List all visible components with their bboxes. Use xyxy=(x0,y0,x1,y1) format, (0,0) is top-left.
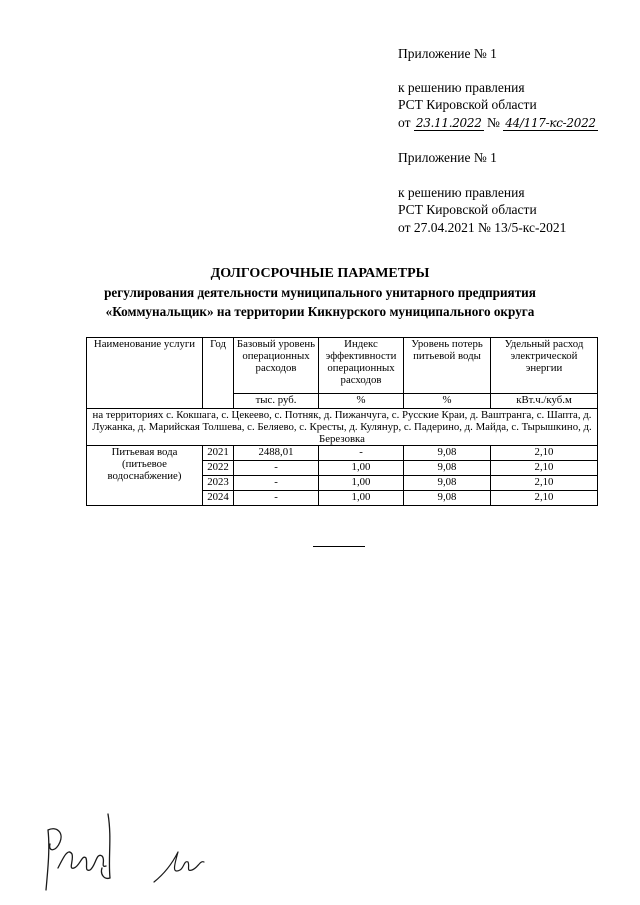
handwritten-number: 44/117-кс-2022 xyxy=(505,116,596,130)
decision-label-2: к решению правления xyxy=(398,185,525,200)
header-year: Год xyxy=(203,338,234,409)
initials-icon xyxy=(150,840,210,886)
authority-label-1: РСТ Кировской области xyxy=(398,97,537,112)
appendix-label-1: Приложение № 1 xyxy=(398,46,497,61)
document-subtitle-2: «Коммунальщик» на территории Кикнурского муниципального округа xyxy=(105,304,535,319)
base-costs-cell: - xyxy=(234,461,319,476)
year-cell: 2022 xyxy=(203,461,234,476)
losses-cell: 9,08 xyxy=(404,491,491,506)
service-name-cell: Питьевая вода (питьевое водоснабжение) xyxy=(87,446,203,506)
table-row xyxy=(87,446,598,461)
decision-label-1: к решению правления xyxy=(398,80,525,95)
end-separator-line xyxy=(313,546,365,547)
header-service: Наименование услуги xyxy=(87,338,203,409)
base-costs-cell: - xyxy=(234,491,319,506)
header-row xyxy=(87,338,598,394)
document-title: ДОЛГОСРОЧНЫЕ ПАРАМЕТРЫ xyxy=(210,266,430,281)
header-efficiency: Индекс эффективности операционных расходов xyxy=(319,338,404,394)
parameters-table xyxy=(86,337,598,506)
territory-row xyxy=(87,409,598,446)
energy-cell: 2,10 xyxy=(491,446,598,461)
losses-cell: 9,08 xyxy=(404,446,491,461)
base-costs-cell: - xyxy=(234,476,319,491)
efficiency-cell: - xyxy=(319,446,404,461)
handwritten-date: 23.11.2022 xyxy=(415,116,482,130)
appendix-label-2: Приложение № 1 xyxy=(398,150,497,165)
unit-base-costs: тыс. руб. xyxy=(234,394,319,409)
number-prefix: № xyxy=(486,115,500,130)
header-base-costs: Базовый уровень операционных расходов xyxy=(234,338,319,394)
unit-efficiency: % xyxy=(319,394,404,409)
year-cell: 2024 xyxy=(203,491,234,506)
territory-cell: на территориях с. Кокшага, с. Цекеево, с. Потняк, д. Пижанчуга, с. Русские Краи, д. Ваштранга, с. Шапта, д. Лужанка, д. Марийская Толшева, с. Беляево, с. Кресты, д. Кулянур, с. Падерино, д. Майда, с. Тырышкино, д. Березовка xyxy=(87,409,598,446)
year-cell: 2023 xyxy=(203,476,234,491)
document-subtitle-1: регулирования деятельности муниципального унитарного предприятия xyxy=(104,285,536,300)
energy-cell: 2,10 xyxy=(491,461,598,476)
losses-cell: 9,08 xyxy=(404,461,491,476)
efficiency-cell: 1,00 xyxy=(319,491,404,506)
efficiency-cell: 1,00 xyxy=(319,461,404,476)
unit-losses: % xyxy=(404,394,491,409)
losses-cell: 9,08 xyxy=(404,476,491,491)
year-cell: 2021 xyxy=(203,446,234,461)
base-costs-cell: 2488,01 xyxy=(234,446,319,461)
unit-energy: кВт.ч./куб.м xyxy=(491,394,598,409)
decision-date-line-1 xyxy=(398,115,598,131)
authority-label-2: РСТ Кировской области xyxy=(398,202,537,217)
header-energy: Удельный расход электрической энергии xyxy=(491,338,598,394)
signature-icon xyxy=(38,808,128,896)
energy-cell: 2,10 xyxy=(491,491,598,506)
energy-cell: 2,10 xyxy=(491,476,598,491)
header-losses: Уровень потерь питьевой воды xyxy=(404,338,491,394)
decision-date-line-2: от 27.04.2021 № 13/5-кс-2021 xyxy=(398,220,567,235)
date-prefix: от xyxy=(398,115,411,130)
efficiency-cell: 1,00 xyxy=(319,476,404,491)
